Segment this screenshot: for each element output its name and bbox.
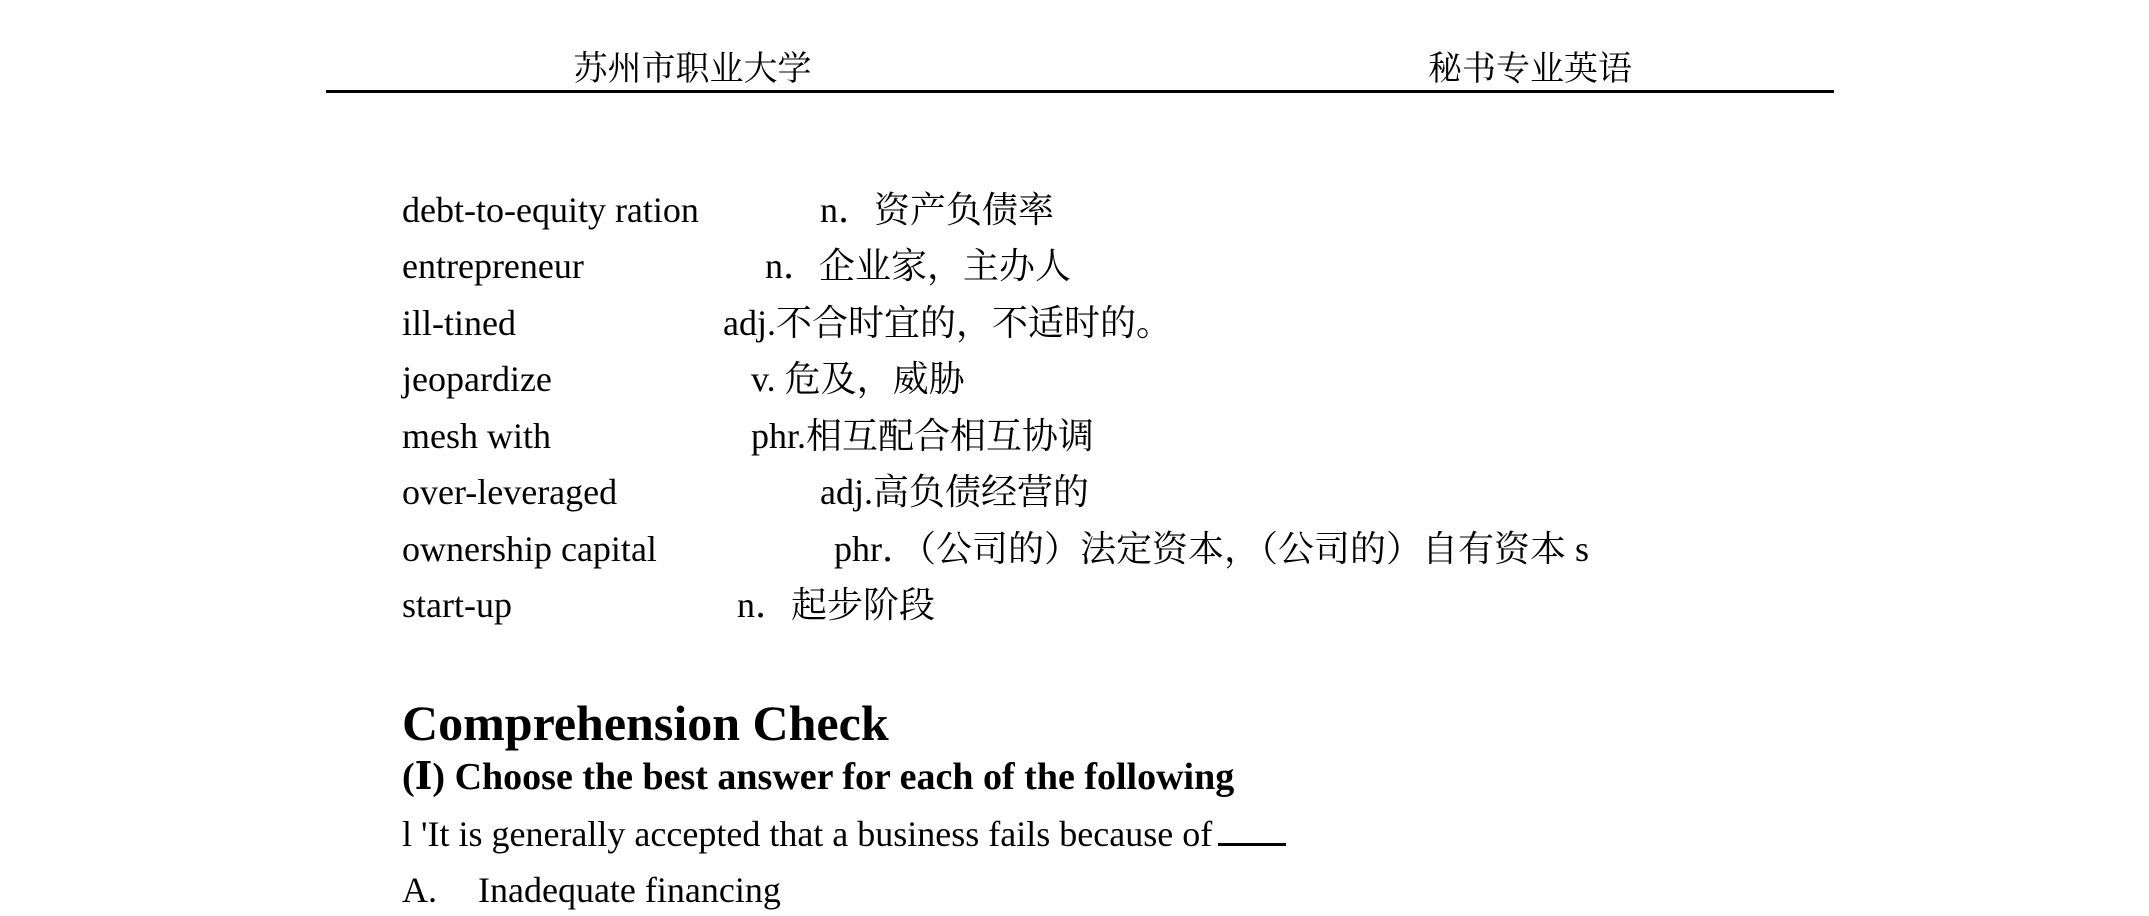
vocab-entry bbox=[0, 408, 2149, 464]
vocab-entry bbox=[0, 351, 2149, 407]
vocab-term: start-up bbox=[402, 585, 512, 625]
vocab-term: mesh with bbox=[402, 416, 551, 456]
vocab-entry bbox=[0, 577, 2149, 633]
question-text: l 'It is generally accepted that a business fails because of bbox=[402, 814, 1213, 854]
vocab-definition: adj.不合时宜的，不适时的。 bbox=[723, 303, 1172, 343]
vocab-entry bbox=[0, 238, 2149, 294]
vocab-entry bbox=[0, 295, 2149, 351]
vocab-definition: v. 危及，威胁 bbox=[751, 359, 965, 399]
header-right-title: 秘书专业英语 bbox=[1428, 51, 1632, 88]
vocab-term: entrepreneur bbox=[402, 246, 584, 286]
header-divider bbox=[326, 90, 1834, 93]
vocab-definition: phr.相互配合相互协调 bbox=[751, 416, 1095, 456]
vocab-entry bbox=[0, 182, 2149, 238]
vocab-term: ill-tined bbox=[402, 303, 516, 343]
header-left-title: 苏州市职业大学 bbox=[573, 51, 812, 88]
vocab-definition: adj.高负债经营的 bbox=[820, 472, 1089, 512]
option-letter: A. bbox=[402, 870, 437, 910]
vocab-entry bbox=[0, 464, 2149, 520]
section-subheading: (Ⅰ) Choose the best answer for each of the following bbox=[402, 756, 1235, 798]
vocab-definition: n．起步阶段 bbox=[737, 585, 936, 625]
vocab-entry bbox=[0, 521, 2149, 577]
option-text: Inadequate financing bbox=[478, 870, 781, 910]
question-item bbox=[402, 808, 1286, 860]
vocab-term: jeopardize bbox=[402, 359, 552, 399]
vocab-definition: phr．（公司的）法定资本，（公司的）自有资本 s bbox=[834, 529, 1589, 569]
vocab-term: over-leveraged bbox=[402, 472, 618, 512]
vocab-definition: n．企业家，主办人 bbox=[765, 246, 1072, 286]
answer-blank bbox=[1218, 843, 1286, 846]
vocab-term: ownership capital bbox=[402, 529, 657, 569]
vocab-term: debt-to-equity ration bbox=[402, 190, 699, 230]
answer-option bbox=[402, 864, 781, 916]
vocab-definition: n．资产负债率 bbox=[820, 190, 1055, 230]
section-heading: Comprehension Check bbox=[402, 695, 889, 751]
